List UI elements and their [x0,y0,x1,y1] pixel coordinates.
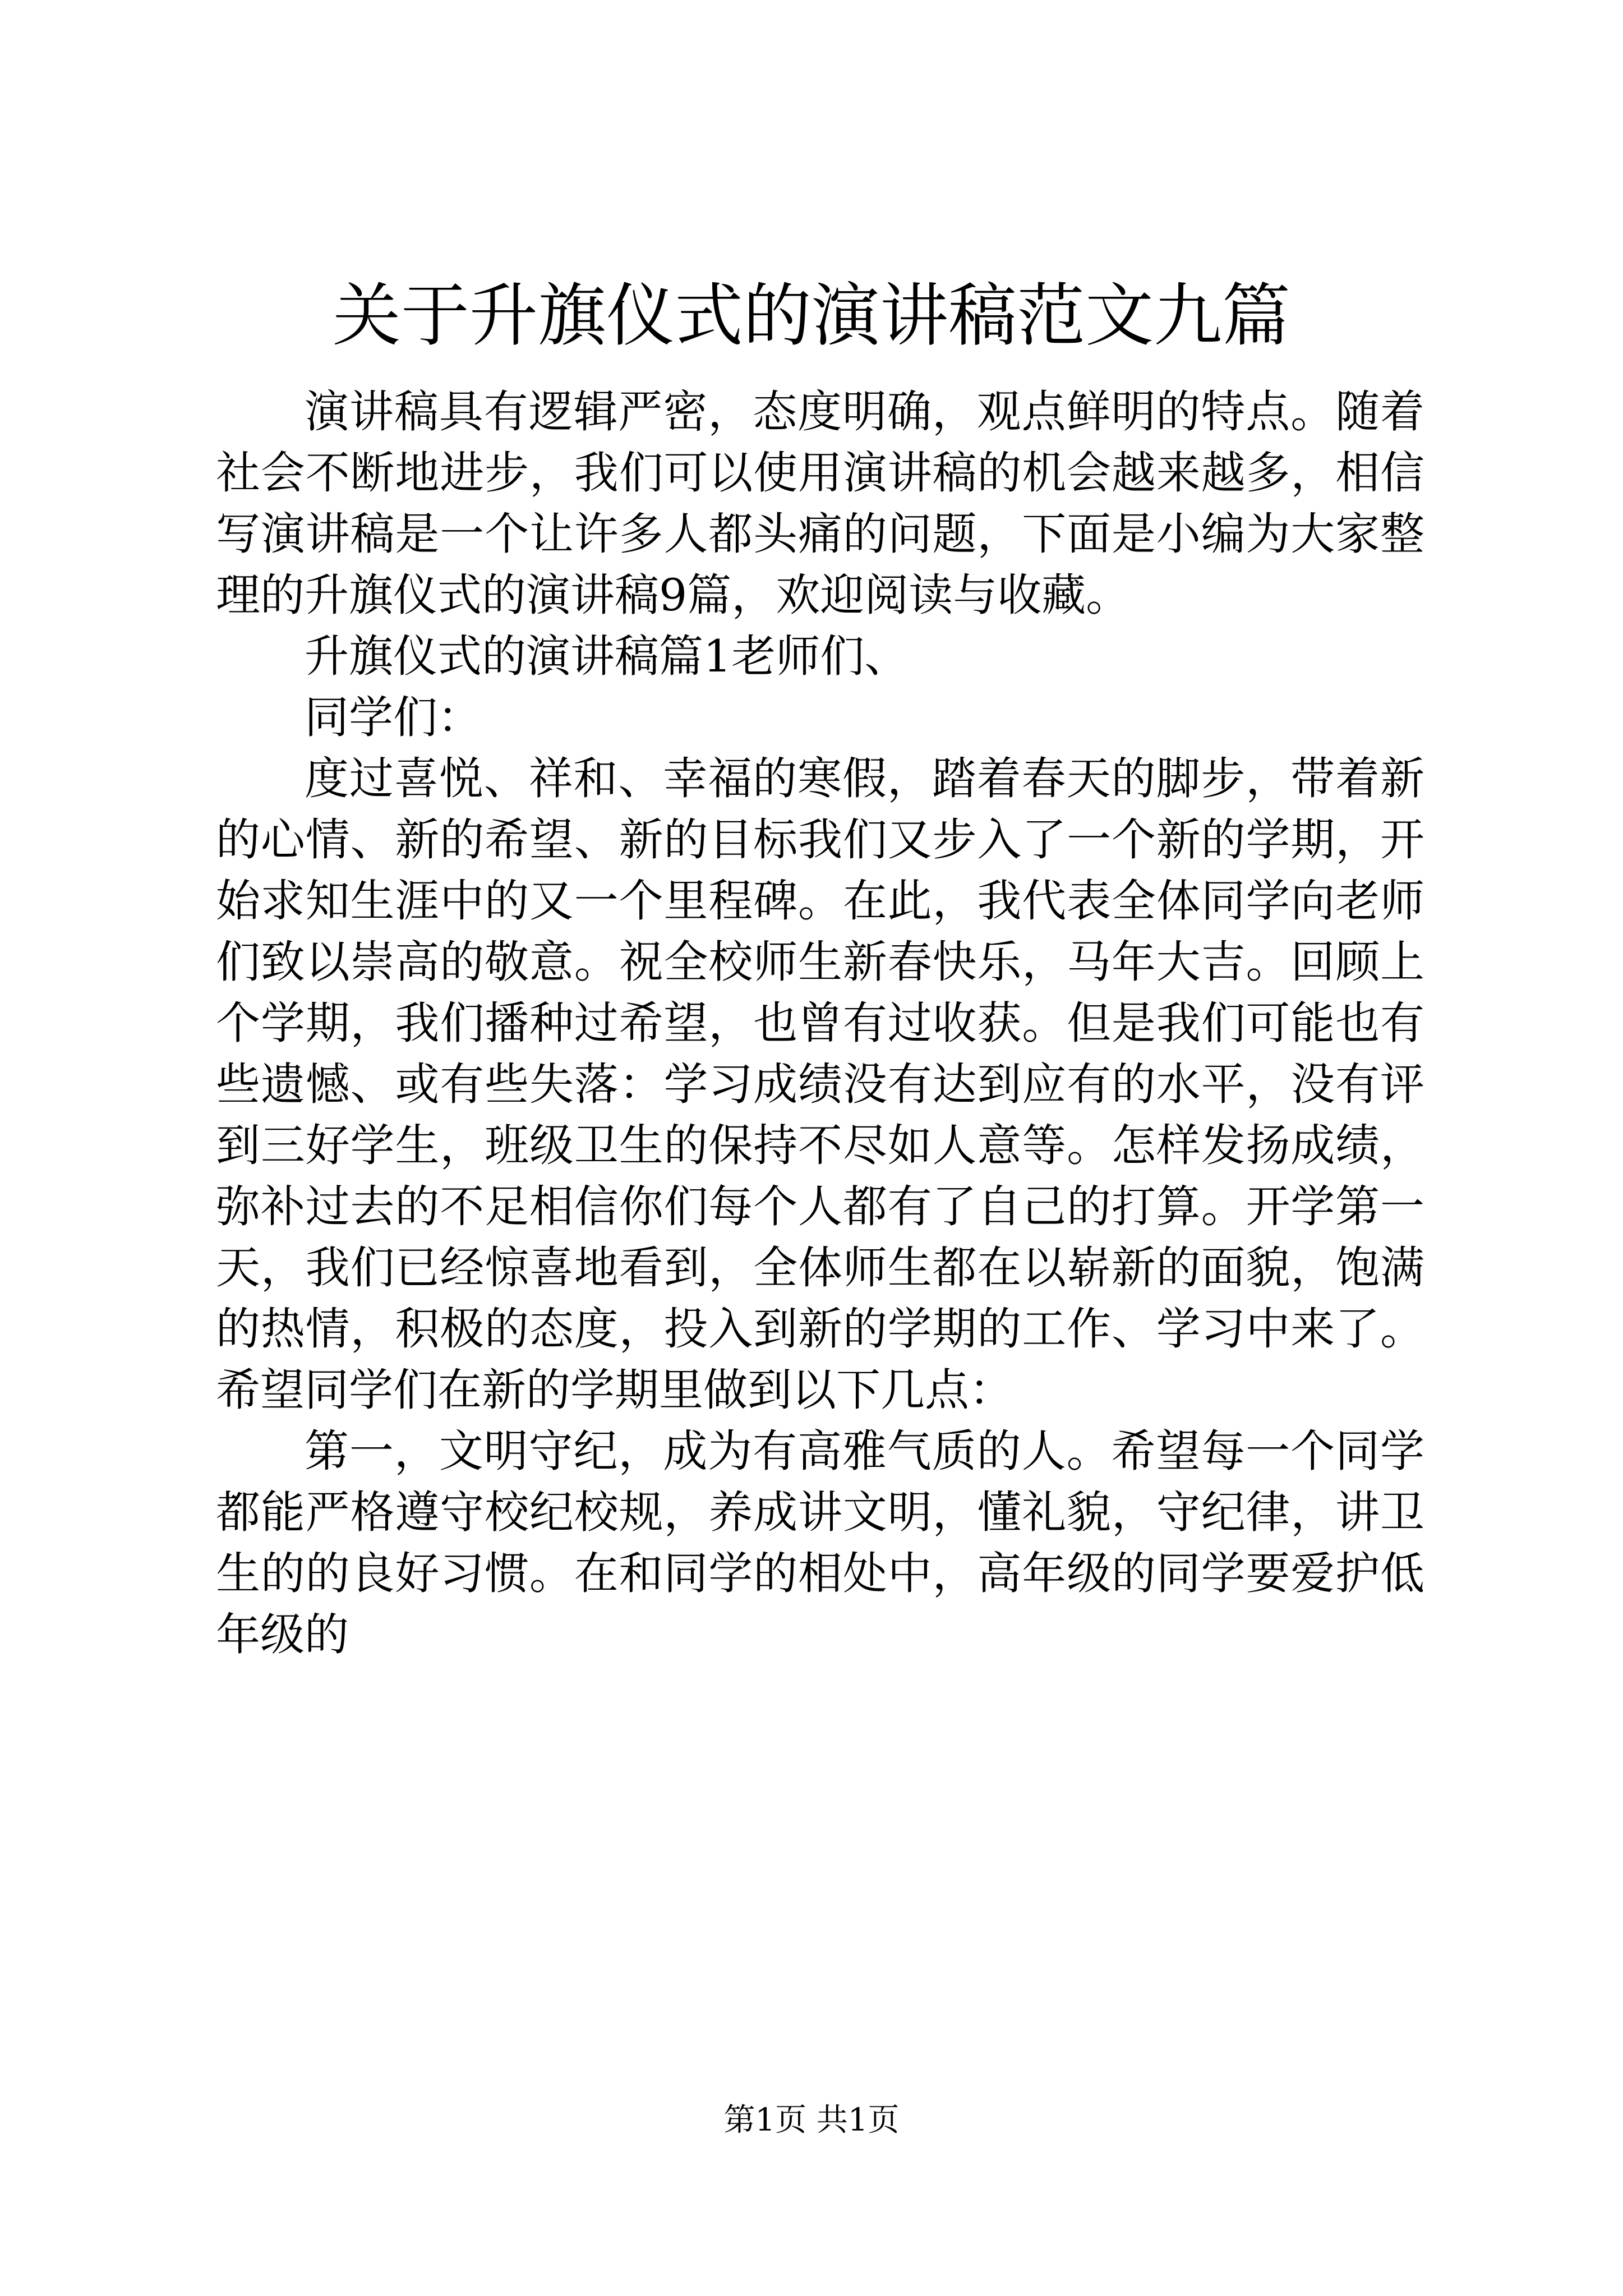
document-body [216,381,1424,1665]
paragraph-body-2: 第一，文明守纪，成为有高雅气质的人。希望每一个同学都能严格遵守校纪校规，养成讲文明，懂礼貌，守纪律，讲卫生的的良好习惯。在和同学的相处中，高年级的同学要爱护低年级的 [216,1425,1424,1660]
paragraph-speech-heading: 升旗仪式的演讲稿篇1老师们、 [305,631,909,682]
document-title: 关于升旗仪式的演讲稿范文九篇 [333,276,1290,356]
paragraph-body-1: 度过喜悦、祥和、幸福的寒假，踏着春天的脚步，带着新的心情、新的希望、新的目标我们又步入了一个新的学期，开始求知生涯中的又一个里程碑。在此，我代表全体同学向老师们致以崇高的敬意。祝全校师生新春快乐，马年大吉。回顾上个学期，我们播种过希望，也曾有过收获。但是我们可能也有些遗憾、或有些失落：学习成绩没有达到应有的水平，没有评到三好学生，班级卫生的保持不尽如人意等。怎样发扬成绩，弥补过去的不足相信你们每个人都有了自己的打算。开学第一天，我们已经惊喜地看到，全体师生都在以崭新的面貌，饱满的热情，积极的态度，投入到新的学期的工作、学习中来了。希望同学们在新的学期里做到以下几点： [216,753,1424,1416]
paragraph-salutation: 同学们： [305,692,482,743]
paragraph-intro: 演讲稿具有逻辑严密，态度明确，观点鲜明的特点。随着社会不断地进步，我们可以使用演讲稿的机会越来越多，相信写演讲稿是一个让许多人都头痛的问题，下面是小编为大家整理的升旗仪式的演讲稿9篇，欢迎阅读与收藏。 [216,386,1424,621]
page-footer: 第1页 共1页 [723,2102,900,2138]
